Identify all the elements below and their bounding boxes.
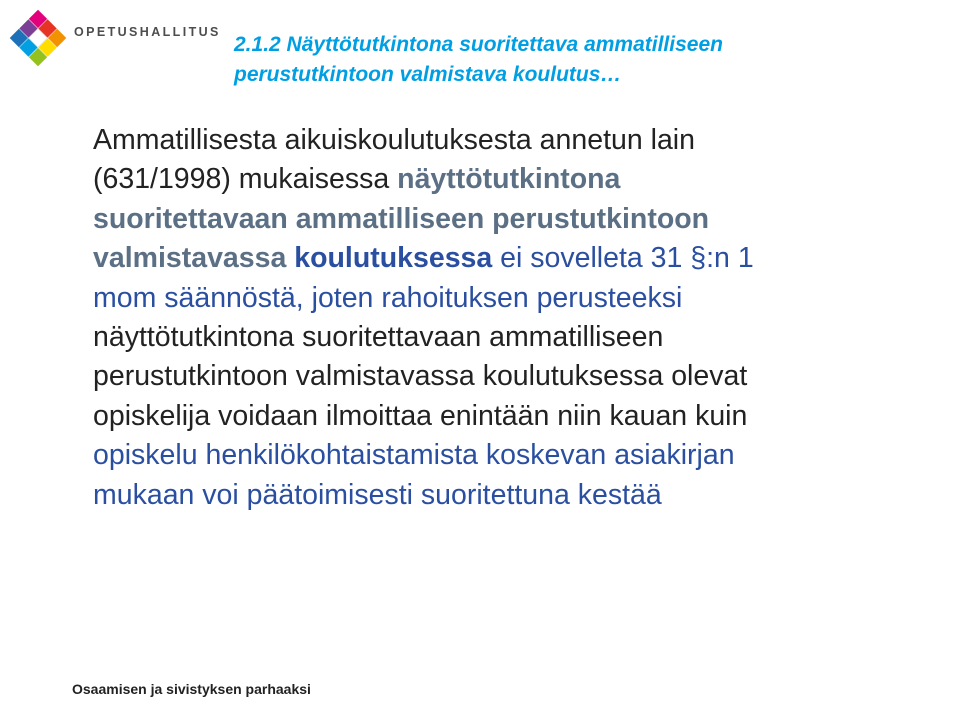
body-line-4-c: ei sovelleta 31 §:n 1 [492,242,754,275]
body-line-1: Ammatillisesta aikuiskoulutuksesta annetun lain [93,124,695,156]
body-line-4-b: koulutuksessa [294,242,493,275]
body-line-4-a: valmistavassa [93,242,295,275]
body-line-7: perustutkintoon valmistavassa koulutuksessa olevat [93,360,748,393]
body-line-2-a: (631/1998) mukaisessa [93,163,398,196]
title-line-2: perustutkintoon valmistava koulutus… [234,63,622,86]
body-line-9: opiskelu henkilökohtaistamista koskevan asiakirjan [93,439,735,472]
brand-name: OPETUSHALLITUS [74,25,221,39]
body-line-4 [93,239,943,278]
body-line-8: opiskelija voidaan ilmoittaa enintään niin kauan kuin [93,399,748,432]
body-line-5: mom säännöstä, joten rahoituksen perusteeksi [93,281,683,314]
body-paragraph [93,121,943,515]
footer-slogan: Osaamisen ja sivistyksen parhaaksi [72,681,311,697]
body-line-3: suoritettavaan ammatilliseen perustutkintoon [93,202,710,235]
body-line-2-b: näyttötutkintona [397,163,621,196]
body-line-6: näyttötutkintona suoritettavaan ammatilliseen [93,321,664,354]
body-line-2 [93,160,943,199]
title-line-1: 2.1.2 Näyttötutkintona suoritettava ammatilliseen [234,33,723,56]
slide-title [234,30,934,90]
body-line-10: mukaan voi päätoimisesti suoritettuna kestää [93,478,662,511]
opetushallitus-logo-icon [8,8,68,68]
